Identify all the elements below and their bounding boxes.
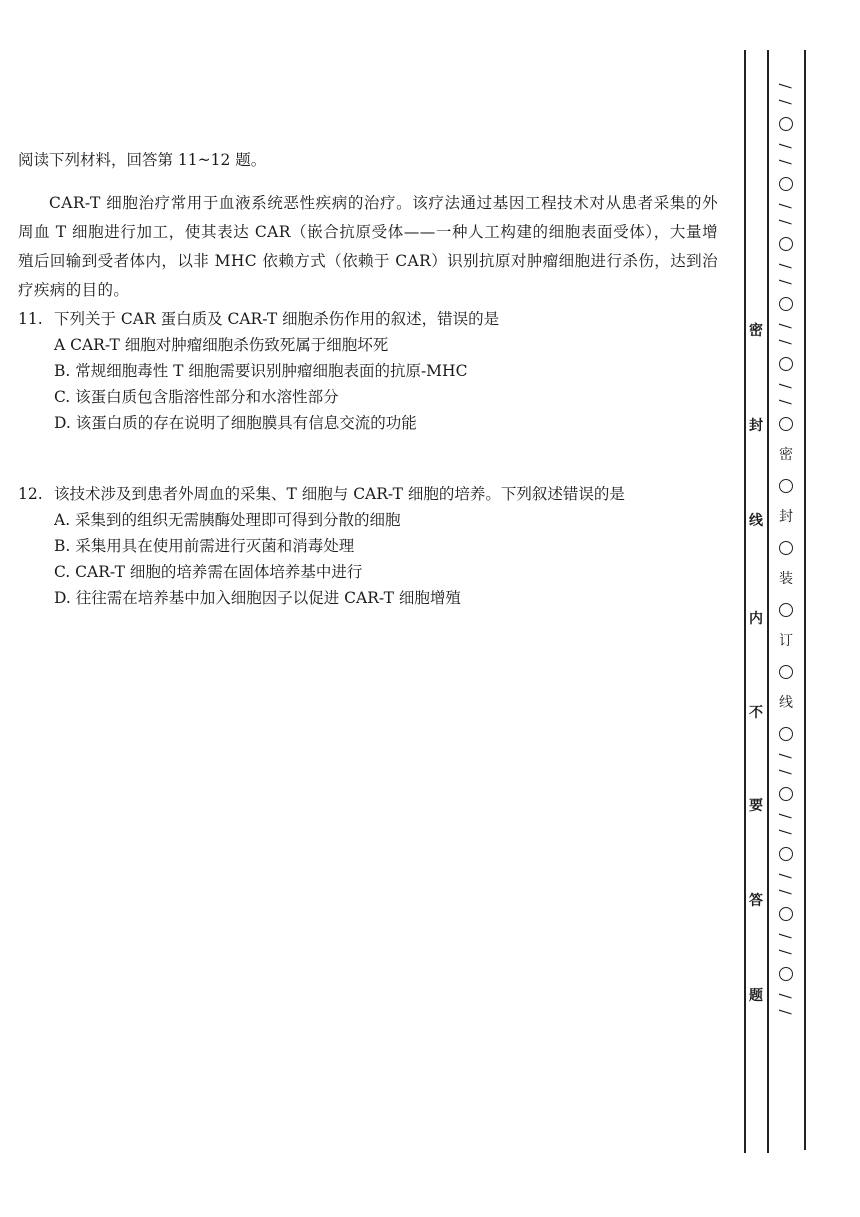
cut-label: 封: [779, 509, 793, 525]
option-a: A CAR-T 细胞对肿瘤细胞杀伤致死属于细胞坏死: [54, 336, 389, 354]
seal-char: 不: [749, 705, 763, 721]
cut-label: 装: [779, 571, 793, 587]
option-d: D. 往往需在培养基中加入细胞因子以促进 CAR-T 细胞增殖: [54, 589, 461, 607]
margin-rule-right: [804, 50, 806, 1150]
question-number: 12.: [18, 485, 43, 503]
question-text: 下列关于 CAR 蛋白质及 CAR-T 细胞杀伤作用的叙述，错误的是: [54, 310, 500, 328]
option-d: D. 该蛋白质的存在说明了细胞膜具有信息交流的功能: [54, 414, 417, 432]
seal-char: 封: [749, 418, 763, 434]
seal-char: 要: [749, 798, 763, 814]
reading-instruction: 阅读下列材料，回答第 11~12 题。: [18, 151, 267, 169]
option-b: B. 常规细胞毒性 T 细胞需要识别肿瘤细胞表面的抗原-MHC: [54, 362, 468, 380]
seal-warning-column: [746, 320, 766, 1020]
passage-text: CAR-T 细胞治疗常用于血液系统恶性疾病的治疗。该疗法通过基因工程技术对从患者采集的外周血 T 细胞进行加工，使其表达 CAR（嵌合抗原受体——一种人工构建的细胞表面受体），大量增殖后回输到受者体内，以非 MHC 依赖方式（依赖于 CAR）识别抗原对肿瘤细胞进行杀伤，达到治疗疾病的目的。: [18, 194, 718, 299]
binding-hole-icon: [779, 541, 793, 555]
binding-hole-icon: [779, 177, 793, 191]
binding-hole-icon: [779, 417, 793, 431]
seal-char: 内: [749, 611, 763, 627]
seal-char: 线: [749, 513, 763, 529]
margin-rule-middle: [767, 50, 769, 1153]
question-stem: [18, 306, 499, 332]
cut-label: 密: [779, 447, 793, 463]
question-text: 该技术涉及到患者外周血的采集、T 细胞与 CAR-T 细胞的培养。下列叙述错误的是: [54, 485, 625, 503]
reading-passage: [18, 189, 718, 305]
binding-hole-icon: [779, 907, 793, 921]
question-stem: [18, 481, 625, 507]
cut-label: 订: [779, 633, 793, 649]
binding-hole-icon: [779, 479, 793, 493]
question-12: [18, 481, 625, 611]
binding-hole-icon: [779, 787, 793, 801]
binding-hole-icon: [779, 297, 793, 311]
cut-line-column: / / / / / / / / / / / / 密 封 装 订 线 / / / / / / / / / /: [777, 83, 795, 1015]
cut-label: 线: [779, 695, 793, 711]
option-c: C. CAR-T 细胞的培养需在固体培养基中进行: [54, 563, 363, 581]
binding-hole-icon: [779, 237, 793, 251]
question-number: 11.: [18, 310, 43, 328]
binding-hole-icon: [779, 847, 793, 861]
option-a: A. 采集到的组织无需胰酶处理即可得到分散的细胞: [54, 511, 401, 529]
seal-char: 答: [749, 893, 763, 909]
binding-hole-icon: [779, 357, 793, 371]
option-c: C. 该蛋白质包含脂溶性部分和水溶性部分: [54, 388, 339, 406]
binding-hole-icon: [779, 117, 793, 131]
option-b: B. 采集用具在使用前需进行灭菌和消毒处理: [54, 537, 355, 555]
seal-char: 题: [749, 988, 763, 1004]
seal-char: 密: [749, 323, 763, 339]
binding-hole-icon: [779, 967, 793, 981]
binding-hole-icon: [779, 727, 793, 741]
question-11: [18, 306, 499, 436]
binding-hole-icon: [779, 603, 793, 617]
binding-hole-icon: [779, 665, 793, 679]
